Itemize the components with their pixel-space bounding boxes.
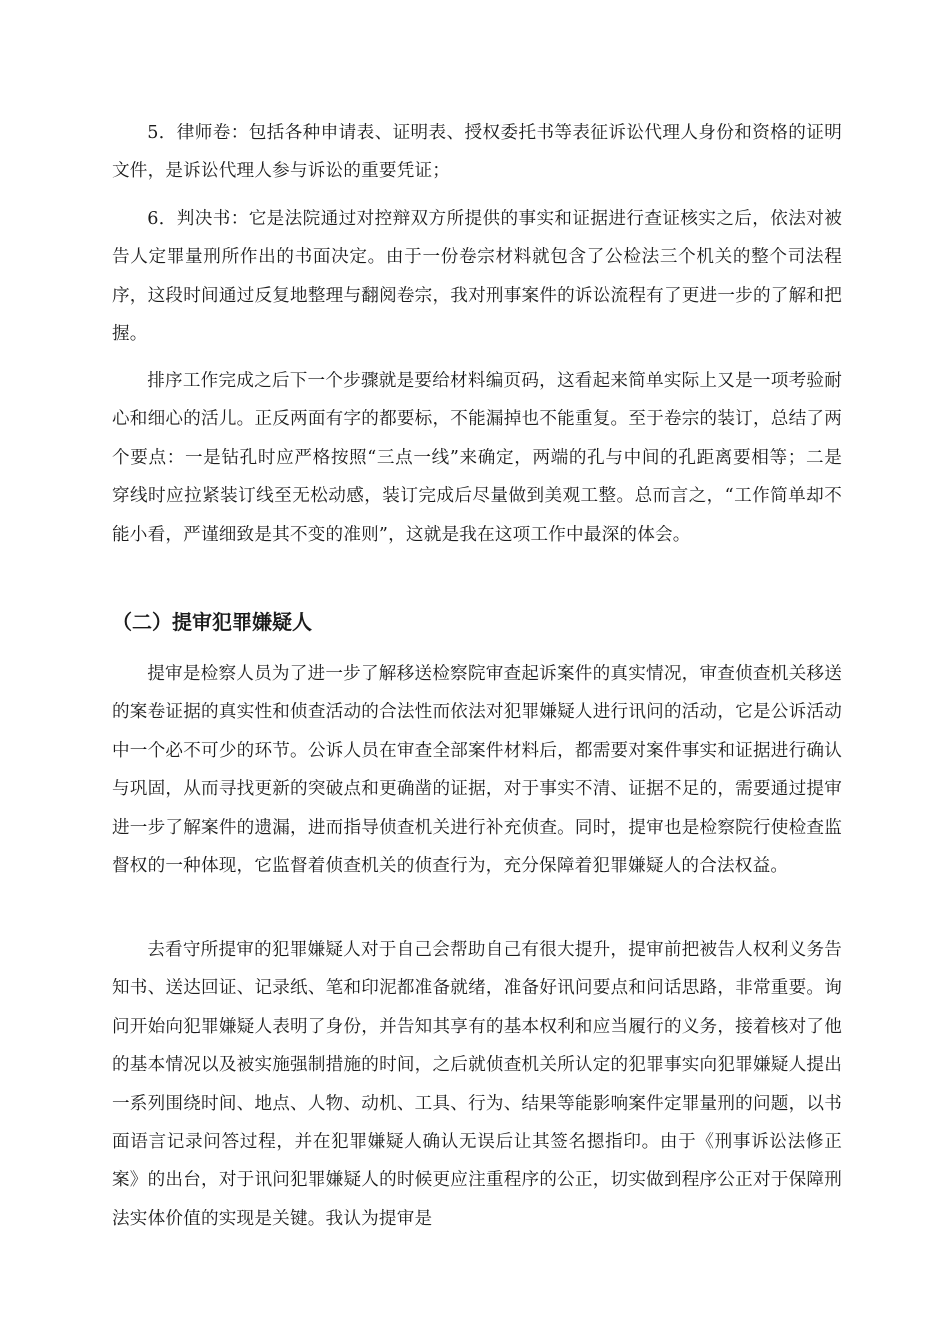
paragraph-arraignment: 提审是检察人员为了进一步了解移送检察院审查起诉案件的真实情况，审查侦查机关移送的案卷证据的真实性和侦查活动的合法性而依法对犯罪嫌疑人进行讯问的活动，它是公诉活动中一个必不可少的环节。公诉人员在审查全部案件材料后，都需要对案件事实和证据进行确认与巩固，从而寻找更新的突破点和更确凿的证据，对于事实不清、证据不足的，需要通过提审进一步了解案件的遗漏，进而指导侦查机关进行补充侦查。同时，提审也是检察院行使检查监督权的一种体现，它监督着侦查机关的侦查行为，充分保障着犯罪嫌疑人的合法权益。 <box>112 664 842 877</box>
paragraph-binding: 排序工作完成之后下一个步骤就是要给材料编页码，这看起来简单实际上又是一项考验耐心和细心的活儿。正反两面有字的都要标，不能漏掉也不能重复。至于卷宗的装订，总结了两个要点：一是钻孔时应严格按照“三点一线”来确定，两端的孔与中间的孔距离要相等；二是穿线时应拉紧装订线至无松动感，装订完成后尽量做到美观工整。总而言之，“工作简单却不能小看，严谨细致是其不变的准则”，这就是我在这项工作中最深的体会。 <box>112 371 842 545</box>
paragraph-lawyer-file: 5．律师卷：包括各种申请表、证明表、授权委托书等表征诉讼代理人身份和资格的证明文件，是诉讼代理人参与诉讼的重要凭证； <box>112 123 842 182</box>
paragraph-detention-visit: 去看守所提审的犯罪嫌疑人对于自己会帮助自己有很大提升，提审前把被告人权利义务告知书、送达回证、记录纸、笔和印泥都准备就绪，准备好讯问要点和问话思路，非常重要。询问开始向犯罪嫌疑人表明了身份，并告知其享有的基本权利和应当履行的义务，接着核对了他的基本情况以及被实施强制措施的时间，之后就侦查机关所认定的犯罪事实向犯罪嫌疑人提出一系列围绕时间、地点、人物、动机、工具、行为、结果等能影响案件定罪量刑的问题，以书面语言记录问答过程，并在犯罪嫌疑人确认无误后让其签名摁指印。由于《刑事诉讼法修正案》的出台，对于讯问犯罪嫌疑人的时候更应注重程序的公正，切实做到程序公正对于保障刑法实体价值的实现是关键。我认为提审是 <box>112 940 842 1229</box>
section-heading: （二）提审犯罪嫌疑人 <box>112 610 312 634</box>
paragraph-judgment: 6．判决书：它是法院通过对控辩双方所提供的事实和证据进行查证核实之后，依法对被告人定罪量刑所作出的书面决定。由于一份卷宗材料就包含了公检法三个机关的整个司法程序，这段时间通过反复地整理与翻阅卷宗，我对刑事案件的诉讼流程有了更进一步的了解和把握。 <box>112 209 842 345</box>
